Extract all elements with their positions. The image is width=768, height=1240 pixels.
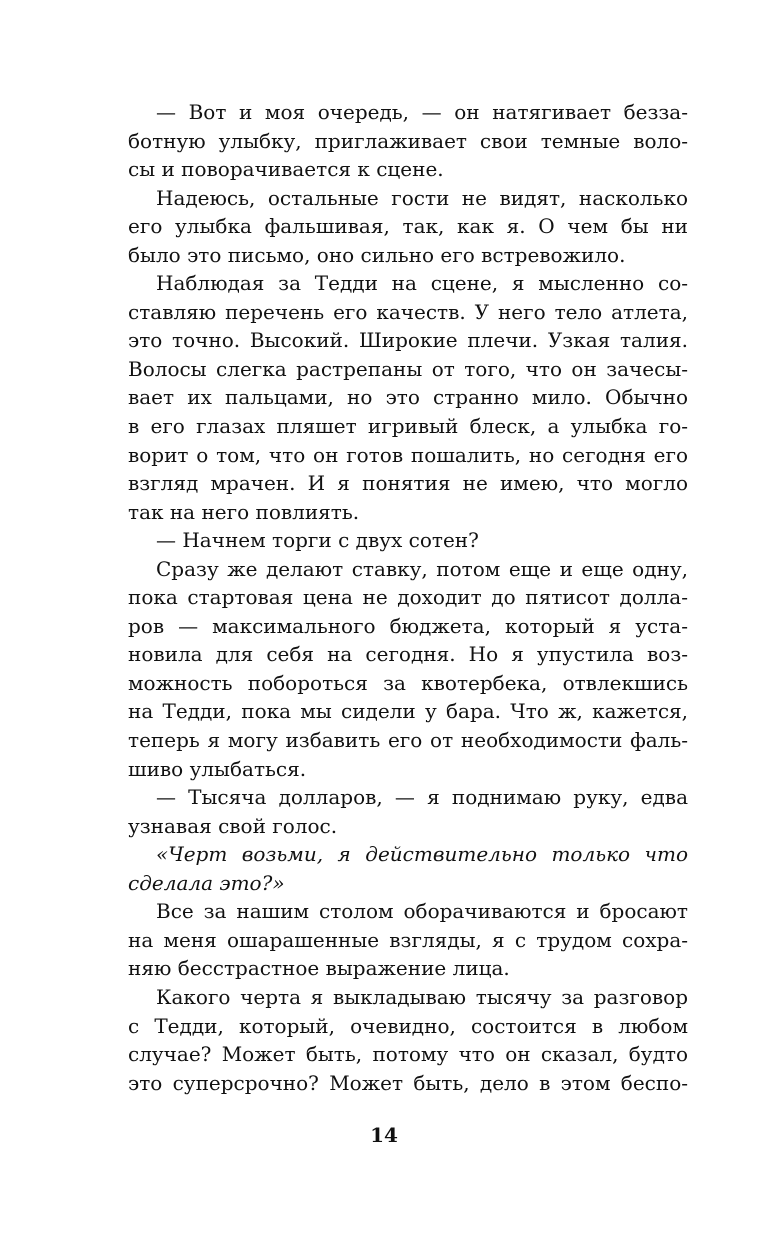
text-line: — Начнем торги с двух сотен? — [156, 528, 479, 553]
paragraph — [128, 526, 688, 555]
text-line: теперь я могу избавить его от необходимости фаль- — [128, 728, 688, 753]
text-line: так на него повлиять. — [128, 499, 360, 524]
text-line: шиво улыбаться. — [128, 756, 307, 781]
text-line: ворит о том, что он готов пошалить, но сегодня его — [128, 442, 688, 467]
text-line: сделала это?» — [128, 870, 285, 895]
italic-paragraph — [128, 840, 688, 897]
text-line: Наблюдая за Тедди на сцене, я мысленно со- — [156, 271, 688, 296]
text-line: можность побороться за квотербека, отвлекшись — [128, 670, 688, 695]
text-line: — Тысяча долларов, — я поднимаю руку, едва — [156, 785, 688, 810]
text-line: ставляю перечень его качеств. У него тело атлета, — [128, 299, 688, 324]
text-line: на Тедди, пока мы сидели у бара. Что ж, кажется, — [128, 699, 688, 724]
text-line: было это письмо, оно сильно его встревожило. — [128, 242, 626, 267]
paragraph — [128, 555, 688, 783]
text-line: Какого черта я выкладываю тысячу за разговор — [156, 984, 688, 1009]
paragraph — [128, 783, 688, 840]
text-line: это точно. Высокий. Широкие плечи. Узкая талия. — [128, 328, 688, 353]
paragraph — [128, 184, 688, 270]
page-number: 14 — [370, 1123, 398, 1147]
text-line: новила для себя на сегодня. Но я упустила воз- — [128, 642, 688, 667]
text-line: ров — максимального бюджета, который я уста- — [128, 613, 688, 638]
text-line: узнавая свой голос. — [128, 813, 338, 838]
text-line: в его глазах пляшет игривый блеск, а улыбка го- — [128, 414, 688, 439]
text-line: на меня ошарашенные взгляды, я с трудом сохра- — [128, 927, 688, 952]
text-line: его улыбка фальшивая, так, как я. О чем бы ни — [128, 214, 688, 239]
text-line: — Вот и моя очередь, — он натягивает безза- — [156, 100, 688, 124]
book-page-text — [128, 98, 688, 1097]
text-line: взгляд мрачен. И я понятия не имею, что могло — [128, 471, 688, 496]
text-line: случае? Может быть, потому что он сказал, будто — [128, 1042, 688, 1067]
text-line: няю бесстрастное выражение лица. — [128, 956, 510, 981]
text-line: это суперсрочно? Может быть, дело в этом беспо- — [128, 1070, 688, 1095]
text-line: Надеюсь, остальные гости не видят, насколько — [156, 185, 688, 210]
paragraph — [128, 897, 688, 983]
text-line: вает их пальцами, но это странно мило. Обычно — [128, 385, 688, 410]
text-line: пока стартовая цена не доходит до пятисот долла- — [128, 585, 688, 610]
text-line: сы и поворачивается к сцене. — [128, 157, 444, 182]
text-line: с Тедди, который, очевидно, состоится в любом — [128, 1013, 688, 1038]
paragraph — [128, 98, 688, 184]
text-line: Сразу же делают ставку, потом еще и еще одну, — [156, 556, 688, 581]
paragraph — [128, 983, 688, 1097]
text-line: Все за нашим столом оборачиваются и бросают — [156, 899, 688, 924]
text-line: Волосы слегка растрепаны от того, что он зачесы- — [128, 356, 688, 381]
text-line: ботную улыбку, приглаживает свои темные воло- — [128, 128, 688, 153]
paragraph — [128, 269, 688, 526]
text-line: «Черт возьми, я действительно только что — [156, 842, 688, 867]
